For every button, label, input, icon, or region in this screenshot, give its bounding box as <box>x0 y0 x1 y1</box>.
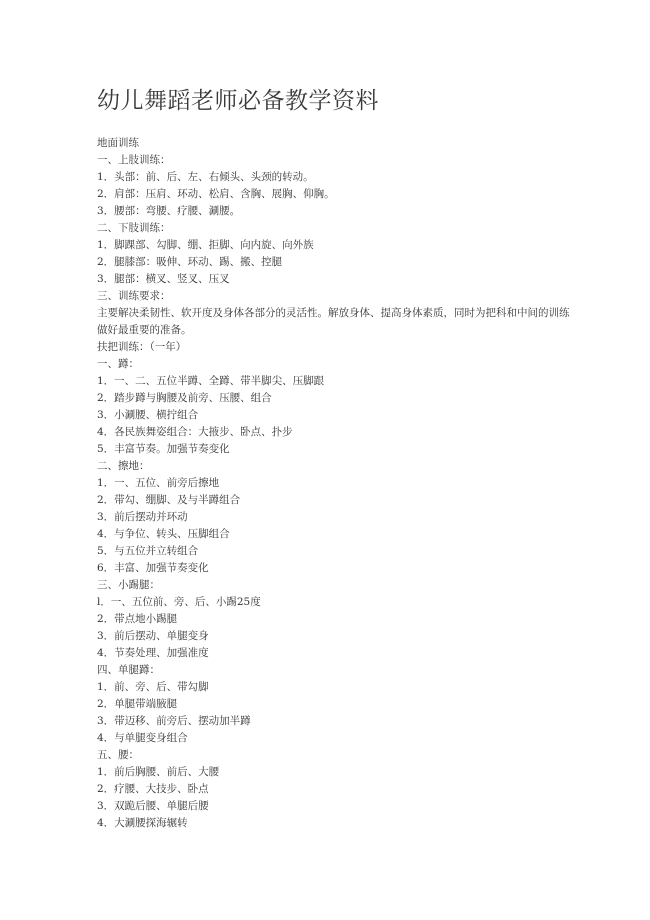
list-item: 2．疗腰、大技步、卧点 <box>97 783 209 795</box>
list-item: l．一、五位前、旁、后、小踢25度 <box>97 596 261 608</box>
list-item: 2．肩部：压肩、环动、松肩、含胸、展胸、仰胸。 <box>97 188 335 200</box>
list-item: 3．双跪后腰、单腿后腰 <box>97 800 209 812</box>
list-item: 4．节奏处理、加强准度 <box>97 647 209 659</box>
document-title: 幼儿舞蹈老师必备教学资料 <box>97 88 379 114</box>
list-item: 5．丰富节奏。加强节奏变化 <box>97 443 230 455</box>
list-item: 3．前后摆动并环动 <box>97 511 188 523</box>
list-item: 1．前后胸腰、前后、大腰 <box>97 766 220 778</box>
list-item: 2．带勾、绷脚、及与半蹲组合 <box>97 494 241 506</box>
list-item: 3．带迈移、前旁后、摆动加半蹲 <box>97 715 251 727</box>
list-item: 4．与单腿变身组合 <box>97 732 188 744</box>
list-item: 2．带点地小踢腿 <box>97 613 178 625</box>
subsection-heading: 四、单腿蹲： <box>97 664 160 676</box>
subsection-heading: 一、蹲： <box>97 358 139 370</box>
subsection-heading: 三、小踢腿： <box>97 579 160 591</box>
subsection-heading: 三、训练要求： <box>97 290 171 302</box>
section-heading: 地面训练 <box>97 137 139 149</box>
list-item: 2．腿膝部：吸伸、环动、踢、搬、控腿 <box>97 256 283 268</box>
section-heading: 扶把训练：（一年） <box>97 341 187 353</box>
list-item: 1．前、旁、后、带勾脚 <box>97 681 209 693</box>
list-item: 6．丰富、加强节奏变化 <box>97 562 209 574</box>
list-item: 5．与五位并立转组合 <box>97 545 199 557</box>
subsection-heading: 一、上肢训练： <box>97 154 171 166</box>
list-item: 1．一、二、五位半蹲、全蹲、带半脚尖、压脚跟 <box>97 375 325 387</box>
subsection-heading: 五、腰： <box>97 749 139 761</box>
list-item: 1．一、五位、前旁后擦地 <box>97 477 220 489</box>
list-item: 4．大涮腰探海辗转 <box>97 817 188 829</box>
subsection-heading: 二、下肢训练： <box>97 222 171 234</box>
list-item: 2．单腿带端腋腿 <box>97 698 178 710</box>
list-item: 1．头部：前、后、左、右倾头、头颈的转动。 <box>97 171 314 183</box>
list-item: 3．前后摆动、单腿变身 <box>97 630 209 642</box>
list-item: 1．脚踝部、勾脚、绷、拒脚、向内旋、向外族 <box>97 239 314 251</box>
list-item: 3．腿部：横叉、竖叉、压叉 <box>97 273 230 285</box>
document-body <box>97 135 575 832</box>
subsection-heading: 二、擦地： <box>97 460 150 472</box>
list-item: 2．踏步蹲与胸腰及前旁、压腰、组合 <box>97 392 272 404</box>
list-item: 3．小涮腰、横拧组合 <box>97 409 199 421</box>
list-item: 4．与争位、转头、压脚组合 <box>97 528 230 540</box>
list-item: 4．各民族舞姿组合：大掖步、卧点、扑步 <box>97 426 293 438</box>
list-item: 3．腰部：弯腰、疗腰、涮腰。 <box>97 205 241 217</box>
paragraph: 主要解决柔韧性、软开度及身体各部分的灵活性。解放身体、提高身体素质，同时为把科和中间的训练做好最重要的准备。 <box>97 307 570 336</box>
